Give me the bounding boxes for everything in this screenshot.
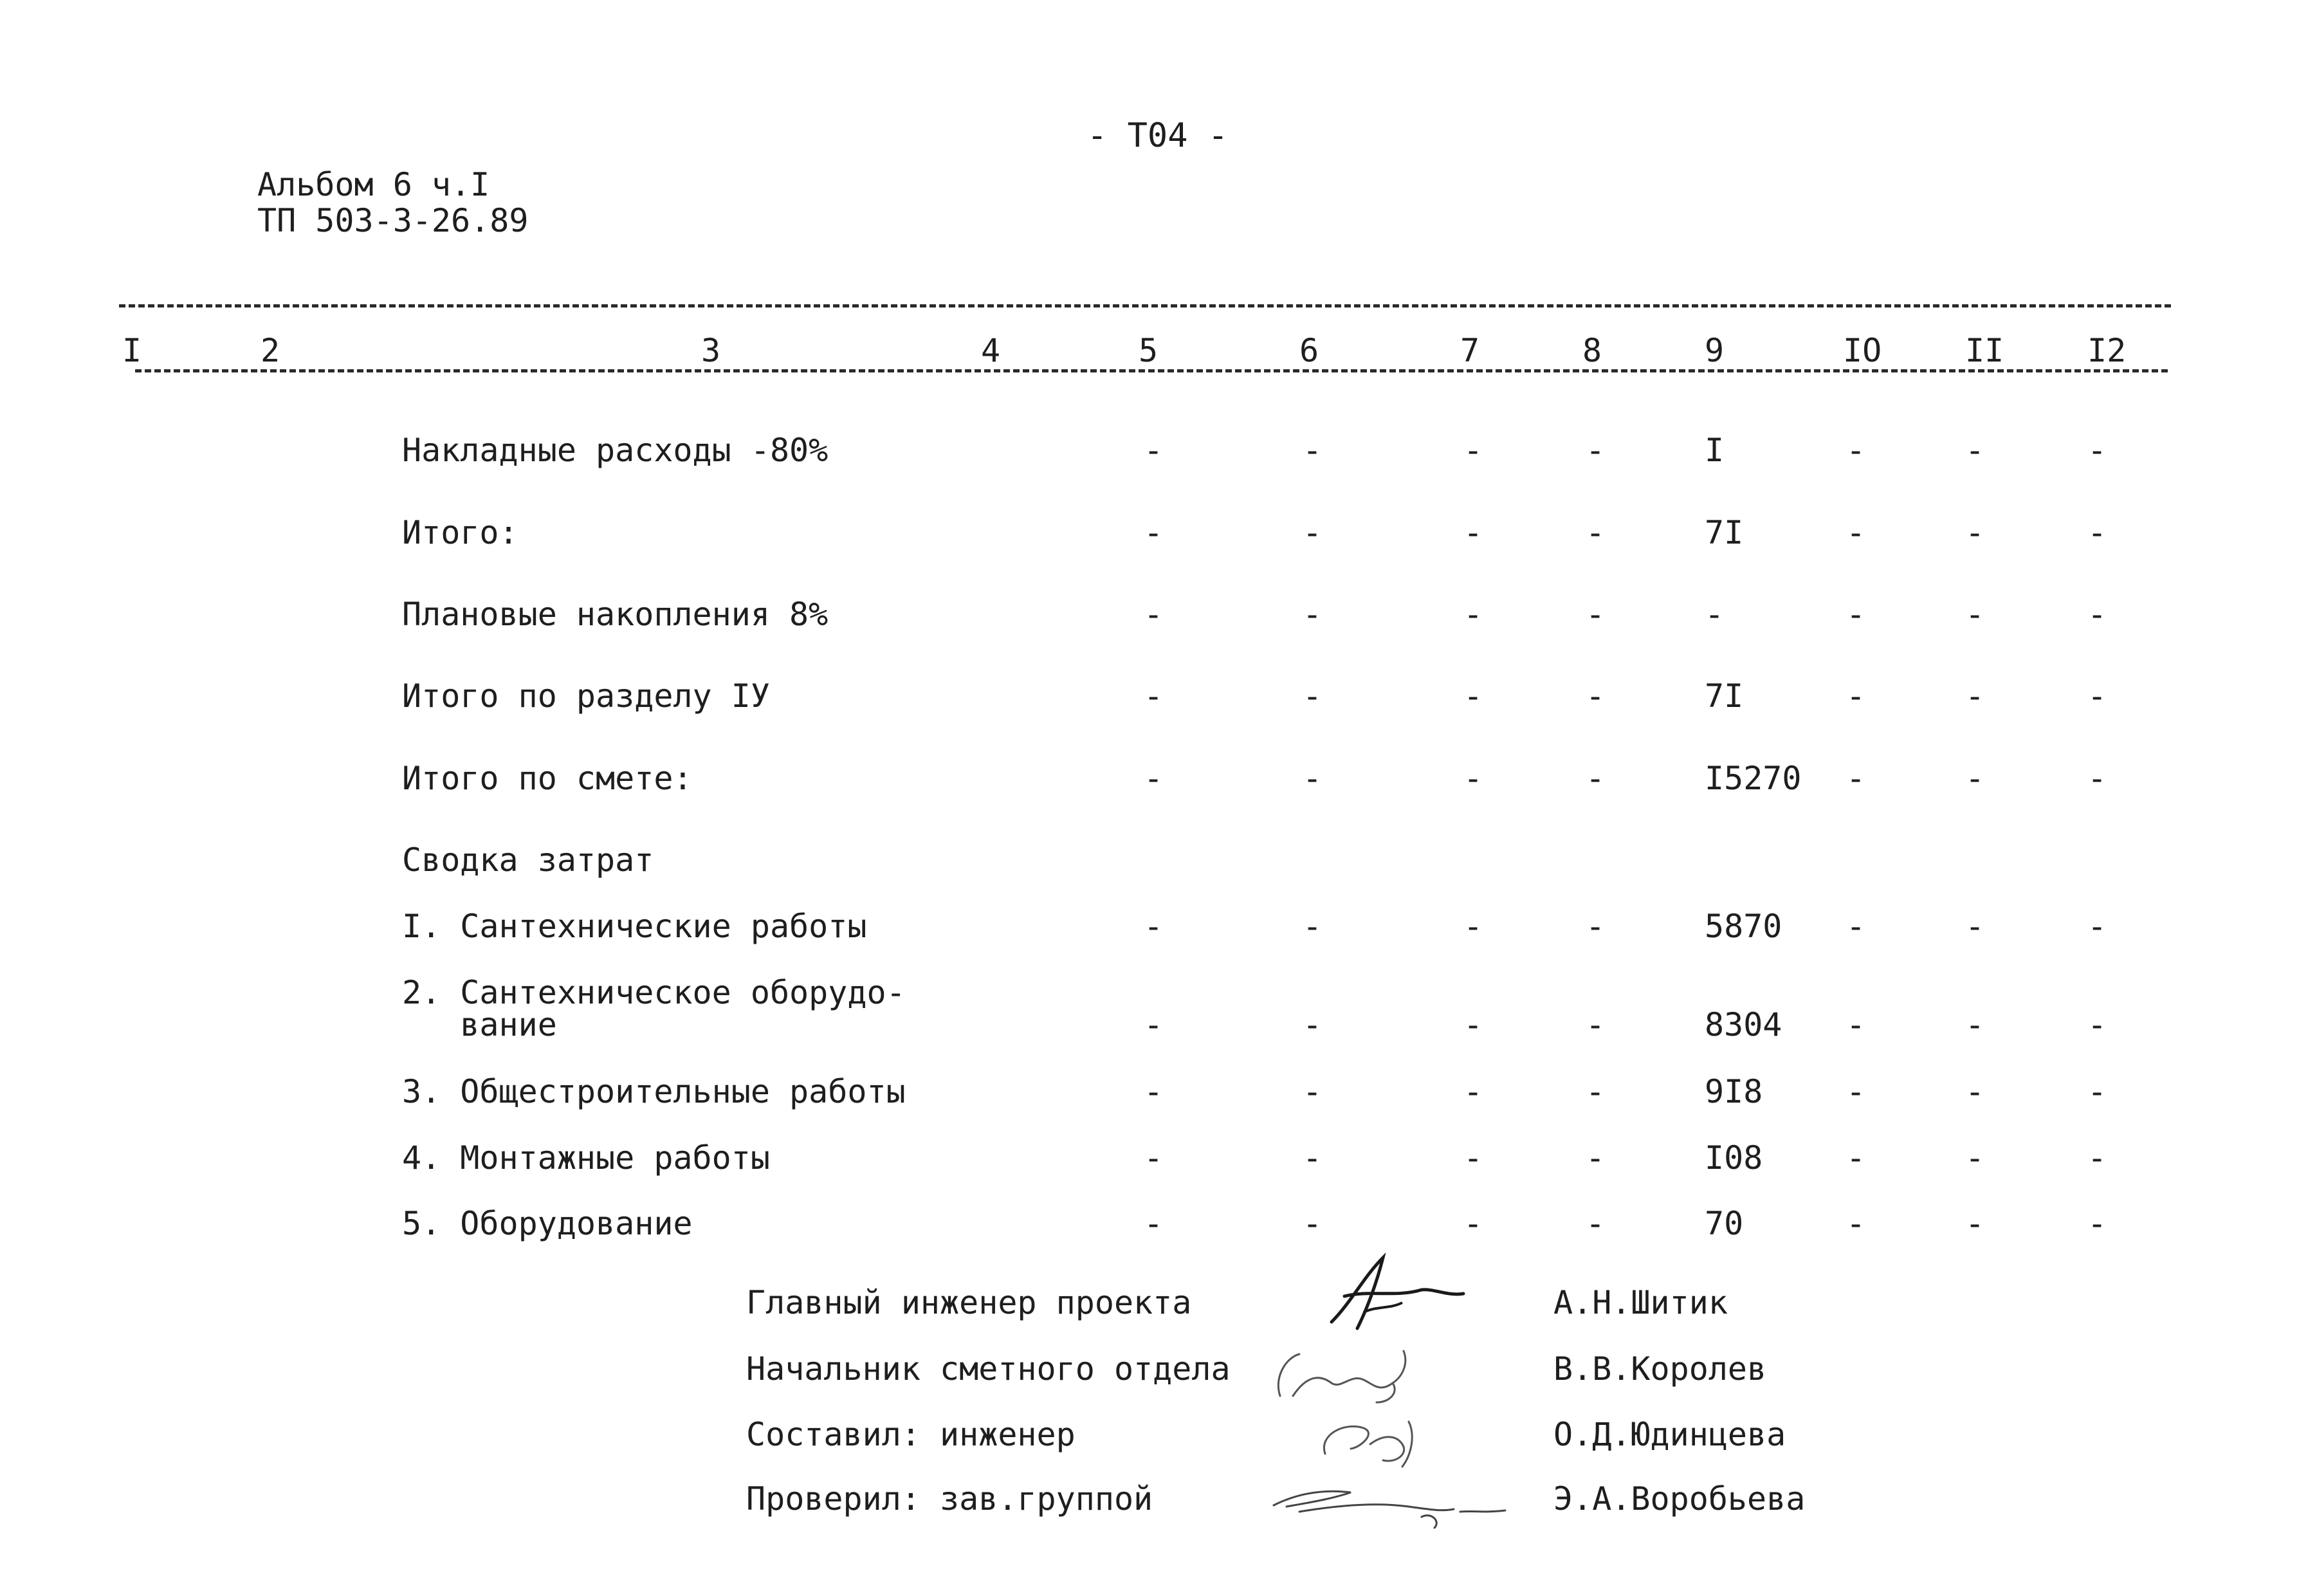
row-label: 5. Оборудование (402, 1205, 693, 1242)
signer-role: Начальник сметного отдела (746, 1350, 1231, 1388)
signer-role: Главный инженер проекта (746, 1284, 1192, 1321)
cell-col9: - (1705, 596, 1725, 633)
table-row (0, 762, 2317, 801)
table-row (0, 1207, 2317, 1246)
cell-col10: - (1846, 1139, 1866, 1177)
cell-col8: - (1586, 1073, 1606, 1110)
cell-col5: - (1144, 1139, 1164, 1177)
cell-col8: - (1586, 432, 1606, 469)
cell-col8: - (1586, 514, 1606, 551)
cell-col11: - (1965, 596, 1985, 633)
cell-col6: - (1303, 1073, 1323, 1110)
column-number: 3 (701, 332, 721, 369)
cell-col11: - (1965, 514, 1985, 551)
table-row (0, 1139, 2317, 1180)
table-row (0, 974, 2317, 1054)
cell-col11: - (1965, 1073, 1985, 1110)
column-number: 4 (981, 332, 1001, 369)
table-row (0, 514, 2317, 555)
cell-col11: - (1965, 1139, 1985, 1177)
page-number: - Т04 - (1087, 116, 1229, 155)
signer-role: Составил: инженер (746, 1416, 1076, 1453)
cell-col10: - (1846, 596, 1866, 633)
signature-head-of-estimates (1261, 1338, 1441, 1409)
cell-col7: - (1463, 1073, 1483, 1110)
table-row (0, 1073, 2317, 1114)
row-label: Итого: (402, 514, 518, 551)
cell-col7: - (1463, 760, 1483, 797)
cell-col5: - (1144, 1073, 1164, 1110)
cell-col12: - (2087, 1139, 2107, 1177)
cell-col9: I08 (1705, 1139, 1763, 1177)
column-number: 6 (1299, 332, 1319, 369)
column-number: IO (1843, 332, 1882, 369)
column-number: 9 (1705, 332, 1725, 369)
cell-col8: - (1586, 1006, 1606, 1043)
cell-col6: - (1303, 1205, 1323, 1242)
cell-col7: - (1463, 908, 1483, 945)
section-heading (0, 841, 2317, 883)
cell-col9: 70 (1705, 1205, 1744, 1242)
cell-col5: - (1144, 677, 1164, 715)
cell-col12: - (2087, 760, 2107, 797)
cell-col11: - (1965, 677, 1985, 715)
cell-col6: - (1303, 596, 1323, 633)
table-row (0, 677, 2317, 719)
cell-col12: - (2087, 1006, 2107, 1043)
signature-checker (1261, 1467, 1518, 1531)
column-number: I2 (2087, 332, 2127, 369)
signer-name: А.Н.Шитик (1553, 1284, 1728, 1321)
cell-col11: - (1965, 760, 1985, 797)
cell-col8: - (1586, 760, 1606, 797)
cell-col8: - (1586, 1205, 1606, 1242)
row-label: Итого по смете: (402, 760, 693, 797)
cell-col8: - (1586, 677, 1606, 715)
header-bottom-rule (135, 369, 2168, 372)
column-number: I (122, 332, 142, 369)
cell-col9: 7I (1705, 677, 1744, 715)
table-row (0, 434, 2317, 473)
column-number: 7 (1460, 332, 1480, 369)
cell-col7: - (1463, 514, 1483, 551)
cell-col8: - (1586, 1139, 1606, 1177)
cell-col9: 8304 (1705, 1006, 1782, 1043)
cell-col10: - (1846, 432, 1866, 469)
cell-col9: 7I (1705, 514, 1744, 551)
cell-col7: - (1463, 596, 1483, 633)
cell-col6: - (1303, 908, 1323, 945)
cell-col9: I5270 (1705, 760, 1802, 797)
cell-col9: 9I8 (1705, 1073, 1763, 1110)
cell-col11: - (1965, 432, 1985, 469)
cell-col8: - (1586, 908, 1606, 945)
cell-col12: - (2087, 908, 2107, 945)
cell-col12: - (2087, 432, 2107, 469)
cell-col6: - (1303, 1006, 1323, 1043)
row-label: Плановые накопления 8% (402, 596, 829, 633)
row-label: Сводка затрат (402, 841, 654, 879)
cell-col5: - (1144, 596, 1164, 633)
cell-col11: - (1965, 908, 1985, 945)
cell-col10: - (1846, 908, 1866, 945)
cell-col6: - (1303, 432, 1323, 469)
cell-col10: - (1846, 514, 1866, 551)
cell-col10: - (1846, 760, 1866, 797)
cell-col7: - (1463, 1006, 1483, 1043)
cell-col7: - (1463, 1205, 1483, 1242)
cell-col5: - (1144, 432, 1164, 469)
cell-col10: - (1846, 1205, 1866, 1242)
cell-col5: - (1144, 908, 1164, 945)
cell-col11: - (1965, 1006, 1985, 1043)
cell-col5: - (1144, 1205, 1164, 1242)
cell-col9: I (1705, 432, 1725, 469)
column-number: II (1965, 332, 2004, 369)
cell-col10: - (1846, 677, 1866, 715)
cell-col7: - (1463, 677, 1483, 715)
cell-col12: - (2087, 677, 2107, 715)
cell-col10: - (1846, 1073, 1866, 1110)
cell-col12: - (2087, 1205, 2107, 1242)
project-code: ТП 503-3-26.89 (257, 202, 529, 239)
cell-col12: - (2087, 596, 2107, 633)
cell-col6: - (1303, 514, 1323, 551)
cell-col12: - (2087, 1073, 2107, 1110)
cell-col6: - (1303, 760, 1323, 797)
row-label: 3. Общестроительные работы (402, 1073, 906, 1110)
column-number: 8 (1582, 332, 1602, 369)
cell-col11: - (1965, 1205, 1985, 1242)
cell-col5: - (1144, 1006, 1164, 1043)
row-label: I. Сантехнические работы (402, 908, 867, 945)
column-number: 5 (1139, 332, 1158, 369)
table-row (0, 910, 2317, 949)
cell-col6: - (1303, 1139, 1323, 1177)
signature-compiler (1299, 1409, 1434, 1473)
row-label: Итого по разделу IУ (402, 677, 770, 715)
cell-col7: - (1463, 432, 1483, 469)
signature-chief-engineer (1306, 1251, 1473, 1335)
signer-name: Э.А.Воробьева (1553, 1480, 1806, 1518)
cell-col5: - (1144, 760, 1164, 797)
cell-col8: - (1586, 596, 1606, 633)
column-number: 2 (261, 332, 280, 369)
header-top-rule (119, 304, 2171, 307)
cell-col10: - (1846, 1006, 1866, 1043)
row-label: Накладные расходы -80% (402, 432, 829, 469)
cell-col5: - (1144, 514, 1164, 551)
signer-name: В.В.Королев (1553, 1350, 1767, 1388)
signer-name: О.Д.Юдинцева (1553, 1416, 1786, 1453)
cell-col7: - (1463, 1139, 1483, 1177)
cell-col12: - (2087, 514, 2107, 551)
signer-role: Проверил: зав.группой (746, 1480, 1153, 1518)
row-label: 2. Сантехническое оборудо- (402, 974, 906, 1011)
row-label: 4. Монтажные работы (402, 1139, 770, 1177)
album-label: Альбом 6 ч.I (257, 166, 490, 203)
row-label-continued: вание (402, 1006, 557, 1043)
cell-col6: - (1303, 677, 1323, 715)
table-row (0, 598, 2317, 637)
cell-col9: 5870 (1705, 908, 1782, 945)
